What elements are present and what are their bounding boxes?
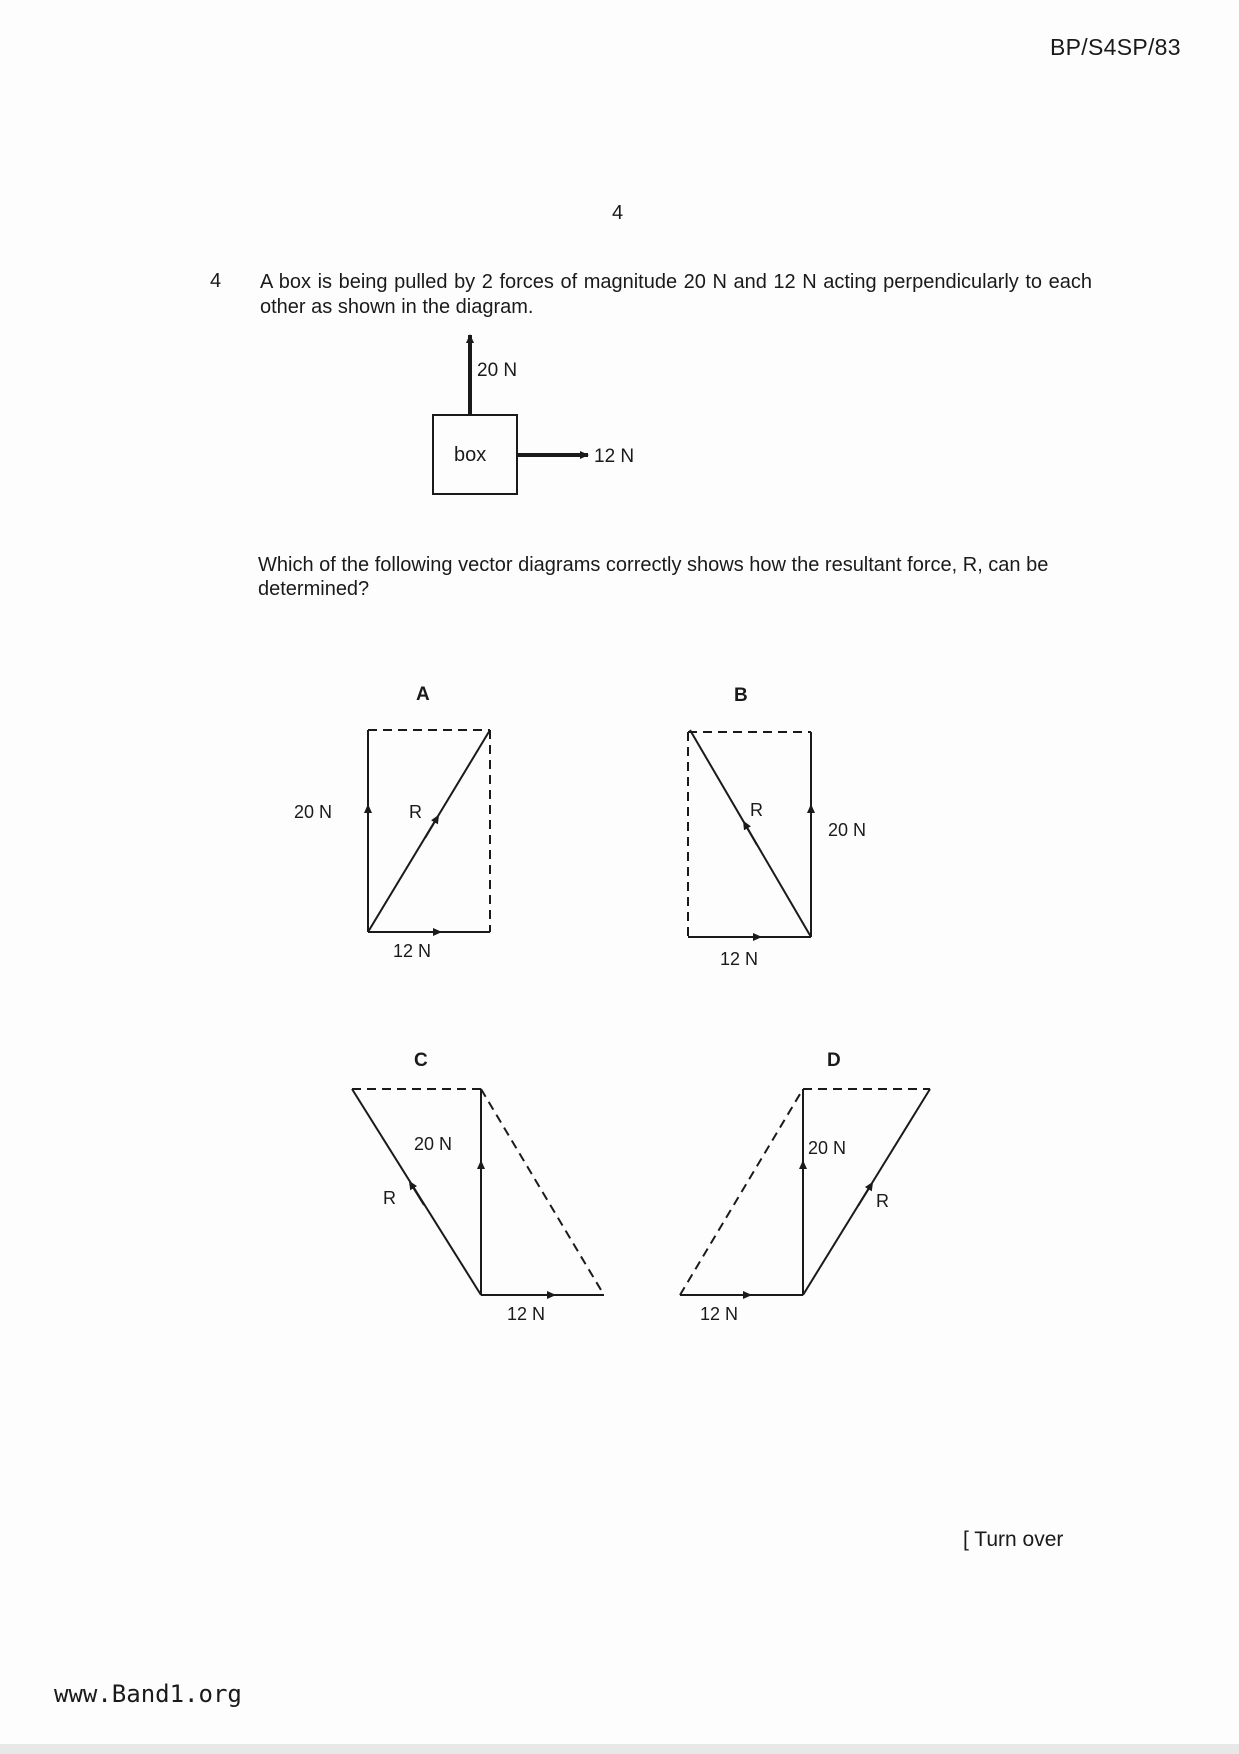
option-c-horizontal-label: 12 N <box>507 1304 546 1324</box>
option-b-horizontal-label: 12 N <box>720 949 759 969</box>
force-up-label: 20 N <box>477 360 518 381</box>
option-a-horizontal-label: 12 N <box>393 941 432 961</box>
option-a-resultant-label: R <box>409 802 422 822</box>
option-c-diagram <box>352 1050 604 1324</box>
option-d-resultant-label: R <box>876 1191 889 1211</box>
scan-edge <box>0 1744 1239 1754</box>
question-number: 4 <box>210 270 222 292</box>
option-c-resultant-arrowhead <box>411 1184 424 1205</box>
option-b-resultant-label: R <box>750 800 763 820</box>
option-b-letter: B <box>734 685 748 706</box>
option-b-vertical-label: 20 N <box>828 820 867 840</box>
option-d-letter: D <box>827 1050 841 1071</box>
question-prompt: Which of the following vector diagrams correctly shows how the resultant force, R, can be determined? <box>258 554 1049 600</box>
option-a-letter: A <box>416 684 430 705</box>
option-b-resultant-arrowhead <box>745 824 757 845</box>
question-text: A box is being pulled by 2 forces of magnitude 20 N and 12 N acting perpendicularly to each other as shown in the diagram. <box>260 271 1092 318</box>
paper-code: BP/S4SP/83 <box>1050 34 1181 60</box>
box-label: box <box>454 444 487 466</box>
website-footer: www.Band1.org <box>54 1680 242 1708</box>
option-b-diagram <box>688 685 866 969</box>
turn-over-note: [ Turn over <box>963 1528 1064 1551</box>
option-d-vertical-label: 20 N <box>808 1138 847 1158</box>
force-right-label: 12 N <box>594 446 635 467</box>
option-c-resultant-label: R <box>383 1188 396 1208</box>
option-d-horizontal-label: 12 N <box>700 1304 739 1324</box>
option-c-letter: C <box>414 1050 428 1071</box>
option-a-resultant-arrowhead <box>425 818 437 838</box>
option-d-dash-diagonal <box>680 1089 803 1295</box>
option-c-dash-diagonal <box>481 1089 604 1295</box>
option-a-diagram <box>294 684 490 961</box>
option-c-vertical-label: 20 N <box>414 1134 453 1154</box>
page-number: 4 <box>612 202 624 224</box>
option-a-vertical-label: 20 N <box>294 802 333 822</box>
option-d-resultant-arrowhead <box>858 1185 871 1206</box>
option-d-diagram <box>680 1050 930 1324</box>
